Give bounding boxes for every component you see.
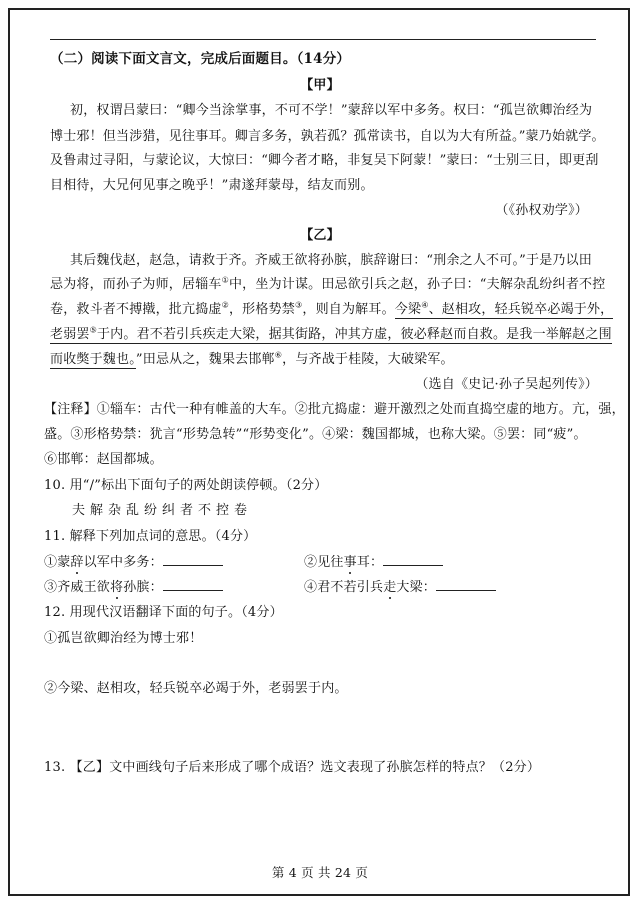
- q11-item-2-b: 耳：: [356, 555, 384, 570]
- q11-item-1: [44, 553, 223, 572]
- q11-item-2-blank[interactable]: [383, 553, 443, 566]
- jia-label: 【甲】: [300, 78, 340, 93]
- q11-item-4-blank[interactable]: [436, 578, 496, 591]
- jia-source: （《孙权劝学》）: [495, 203, 588, 218]
- notes-line-1: 【注释】①辎车：古代一种有帷盖的大车。②批亢捣虚：避开激烈之处而直捣空虚的地方。亢，强，: [44, 402, 625, 417]
- yi-line-3-a: 卷，救斗者不搏撠，批亢捣虚: [50, 302, 222, 317]
- yi-line-2-a: 忌为将，而孙子为师，居辎车: [50, 277, 222, 292]
- yi-line-3-c: ，则自为解耳。: [302, 302, 395, 317]
- note-marker-2: ②: [221, 300, 229, 310]
- q11-item-3-b: 孙膑：: [123, 580, 163, 595]
- underlined-text-4: 于内。君不若引兵疾走大梁，据其街路，冲其方虚，彼必释赵而自救。是我一举解赵之围: [96, 327, 612, 342]
- yi-label: 【乙】: [300, 228, 340, 243]
- q12-sentence-1: ①孤岂欲卿治经为博士邪！: [44, 631, 203, 646]
- notes-line-3: ⑥邯郸：赵国都城。: [44, 452, 163, 467]
- q10-sentence: 夫解杂乱纷纠者不控卷: [72, 503, 253, 518]
- underlined-text-2: 、赵相攻，轻兵锐卒必竭于外，: [428, 302, 614, 317]
- q12-text: 12. 用现代汉语翻译下面的句子。（4分）: [44, 605, 283, 620]
- q10-text: 10. 用“/”标出下面句子的两处朗读停顿。（2分）: [44, 478, 328, 493]
- note-marker-4: ④: [421, 300, 429, 310]
- q11-item-4-a: ④君不若引兵: [304, 580, 384, 595]
- note-marker-6: ⑥: [274, 350, 283, 360]
- section-title: （二）阅读下面文言文，完成后面题目。（14分）: [50, 51, 351, 67]
- note-marker-3: ③: [295, 300, 303, 310]
- q11-item-1-b: 以军中多务：: [83, 555, 163, 570]
- q11-item-4-b: 大梁：: [396, 580, 437, 595]
- notes-line-2: 盛。③形格势禁：犹言“形势急转”“形势变化”。④梁：魏国都城，也称大梁。⑤罢：同“疲”。: [44, 427, 587, 442]
- q11-item-1-dotted-word: 辞: [70, 555, 84, 570]
- note-marker-1: ①: [221, 275, 229, 285]
- jia-line-2: 博士邪！但当涉猎，见往事耳。卿言多务，孰若孤？孤常读书，自以为大有所益。”蒙乃始就学。: [50, 129, 605, 144]
- q11-item-2-dotted-word: 事: [343, 555, 357, 570]
- yi-line-2: [50, 276, 605, 294]
- jia-line-3: 及鲁肃过寻阳，与蒙论议，大惊曰：“卿今者才略，非复吴下阿蒙！”蒙曰：“士别三日，即更刮: [50, 153, 599, 168]
- q11-item-4: [304, 578, 496, 597]
- q11-item-2-a: ②见往: [304, 555, 344, 570]
- yi-line-4: [50, 326, 612, 344]
- q11-item-1-blank[interactable]: [163, 553, 223, 566]
- q11-item-3-dotted-word: 将: [110, 580, 124, 595]
- note-marker-5: ⑤: [89, 325, 97, 335]
- q12-sentence-2: ②今梁、赵相攻，轻兵锐卒必竭于外，老弱罢于内。: [44, 681, 348, 696]
- yi-line-3-b: ，形格势禁: [228, 302, 295, 317]
- q11-item-1-a: ①蒙: [44, 555, 71, 570]
- q11-item-4-dotted-word: 走: [383, 580, 397, 595]
- q11-item-2: [304, 553, 443, 572]
- q11-text: 11. 解释下列加点词的意思。（4分）: [44, 529, 257, 544]
- header-rule: [50, 39, 596, 40]
- underlined-text-1: 今梁: [394, 302, 422, 317]
- q13-text: 13. 【乙】文中画线句子后来形成了哪个成语？选文表现了孙膑怎样的特点？（2分）: [44, 760, 541, 775]
- jia-line-1: 初，权谓吕蒙曰：“卿今当涂掌事，不可不学！”蒙辞以军中多务。权曰：“孤岂欲卿治经为: [70, 103, 593, 118]
- underlined-text-5: 而收獘于魏也。: [50, 352, 136, 367]
- q11-item-3-blank[interactable]: [163, 578, 223, 591]
- page-footer: 第 4 页 共 24 页: [271, 865, 369, 880]
- yi-line-5-b: ”田忌从之，魏果去邯郸: [135, 352, 275, 367]
- yi-line-2-b: 中，坐为计谋。田忌欲引兵之赵，孙子曰：“夫解杂乱纷纠者不控: [228, 277, 606, 292]
- underlined-text-3: 老弱罢: [50, 327, 90, 342]
- yi-line-3: [50, 301, 613, 319]
- yi-source: （选自《史记·孙子吴起列传》）: [415, 377, 598, 392]
- yi-line-5-c: ，与齐战于桂陵，大破梁军。: [282, 352, 454, 367]
- q11-item-3: [44, 578, 223, 597]
- q11-item-3-a: ③齐威王欲: [44, 580, 111, 595]
- jia-line-4: 目相待，大兄何见事之晚乎！”肃遂拜蒙母，结友而别。: [50, 178, 374, 193]
- yi-line-5: [50, 351, 454, 369]
- yi-line-1: 其后魏伐赵，赵急，请救于齐。齐威王欲将孙膑，膑辞谢曰：“刑余之人不可。”于是乃以田: [70, 253, 592, 268]
